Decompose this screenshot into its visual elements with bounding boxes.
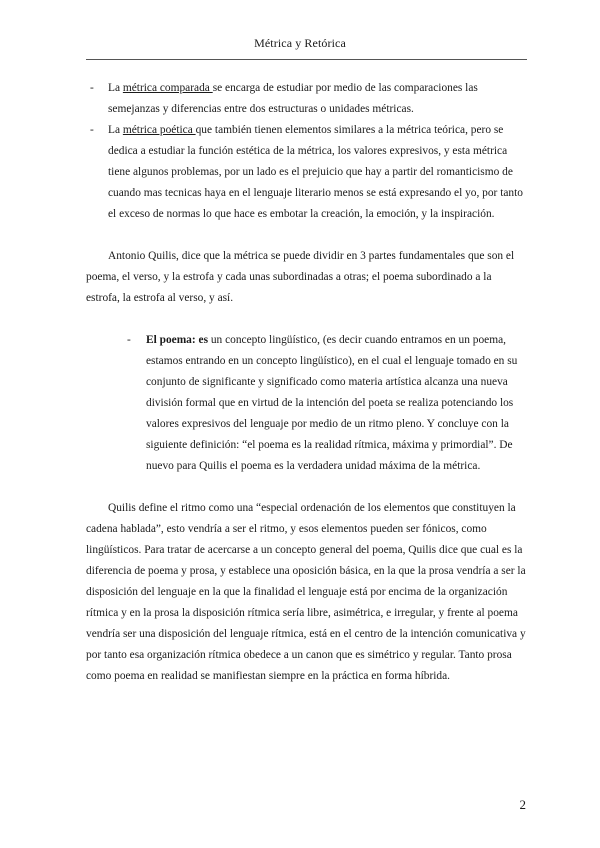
page-header: Métrica y Retórica	[254, 36, 346, 50]
bullet-lead: La	[108, 124, 123, 136]
blank-line	[86, 477, 526, 498]
page-number: 2	[519, 797, 526, 812]
bullet-item-metrica-comparada	[86, 78, 526, 120]
bullet-dash: -	[127, 334, 131, 346]
bullet-item-metrica-poetica	[86, 120, 526, 225]
term-metrica-comparada: métrica comparada	[122, 82, 213, 94]
bullet-text: se encarga de estudiar por medio de las comparaciones las semejanzas y diferencias entre dos estructuras o unidades métricas.	[108, 82, 478, 115]
blank-line	[86, 225, 526, 246]
sub-bullet-text: un concepto lingüístico, (es decir cuando entramos en un poema, estamos entrando en un concepto lingüístico), en el cual el lenguaje tomado en su conjunto de significante y significado como materia artística alcanza una nueva división formal que en virtud de la intención del poeta se realiza potenciando los valores expresivos del lenguaje por medio de un ritmo pleno. Y concluye con la siguiente definición: “el poema es la realidad rítmica, máxima y primordial”. De nuevo para Quilis el poema es la verdadera unidad máxima de la métrica.	[146, 334, 518, 472]
bullet-dash: -	[90, 82, 94, 94]
bullet-dash: -	[90, 124, 94, 136]
paragraph-quilis-partes: Antonio Quilis, dice que la métrica se puede dividir en 3 partes fundamentales que son el poema, el verso, y la estrofa y cada unas subordinadas a otras; el poema subordinado a la estrofa, la estrofa al verso, y así.	[86, 250, 515, 304]
header-rule	[86, 59, 527, 60]
bullet-lead: La	[108, 82, 123, 94]
term-el-poema: El poema: es	[146, 334, 209, 346]
document-body	[86, 78, 526, 687]
blank-line	[86, 309, 526, 330]
paragraph-ritmo: Quilis define el ritmo como una “especial ordenación de los elementos que constituyen la cadena hablada”, esto vendría a ser el ritmo, y esos elementos pueden ser fónicos, como lingüísticos. Para tratar de acercarse a un concepto general del poema, Quilis dice que cual es la diferencia de poema y prosa, y establece una oposición básica, en la que la prosa vendría a ser la disposición del lenguaje en la que la finalidad el lenguaje está por encima de la organización rítmica y en la prosa la disposición rítmica sería libre, asimétrica, e irregular, y frente al poema vendría ser una disposición del lenguaje rítmica, está en el centro de la intención comunicativa y por tanto esa organización rítmica obedece a un canon que es simétrico y regular. Tanto prosa como poema en realidad se manifiestan siempre en la práctica en forma híbrida.	[86, 502, 526, 682]
sub-bullet-el-poema	[127, 330, 526, 477]
bullet-text: que también tienen elementos similares a la métrica teórica, pero se dedica a estudiar la función estética de la métrica, los valores expresivos, y esta métrica tiene algunos problemas, por un lado es el prejuicio que hay a partir del romanticismo de cuando mas tecnicas haya en el lenguaje literario menos se está expresando el yo, por tanto el exceso de normas lo que hace es embotar la creación, la emoción, y la inspiración.	[108, 124, 523, 220]
term-metrica-poetica: métrica poética	[122, 124, 196, 136]
